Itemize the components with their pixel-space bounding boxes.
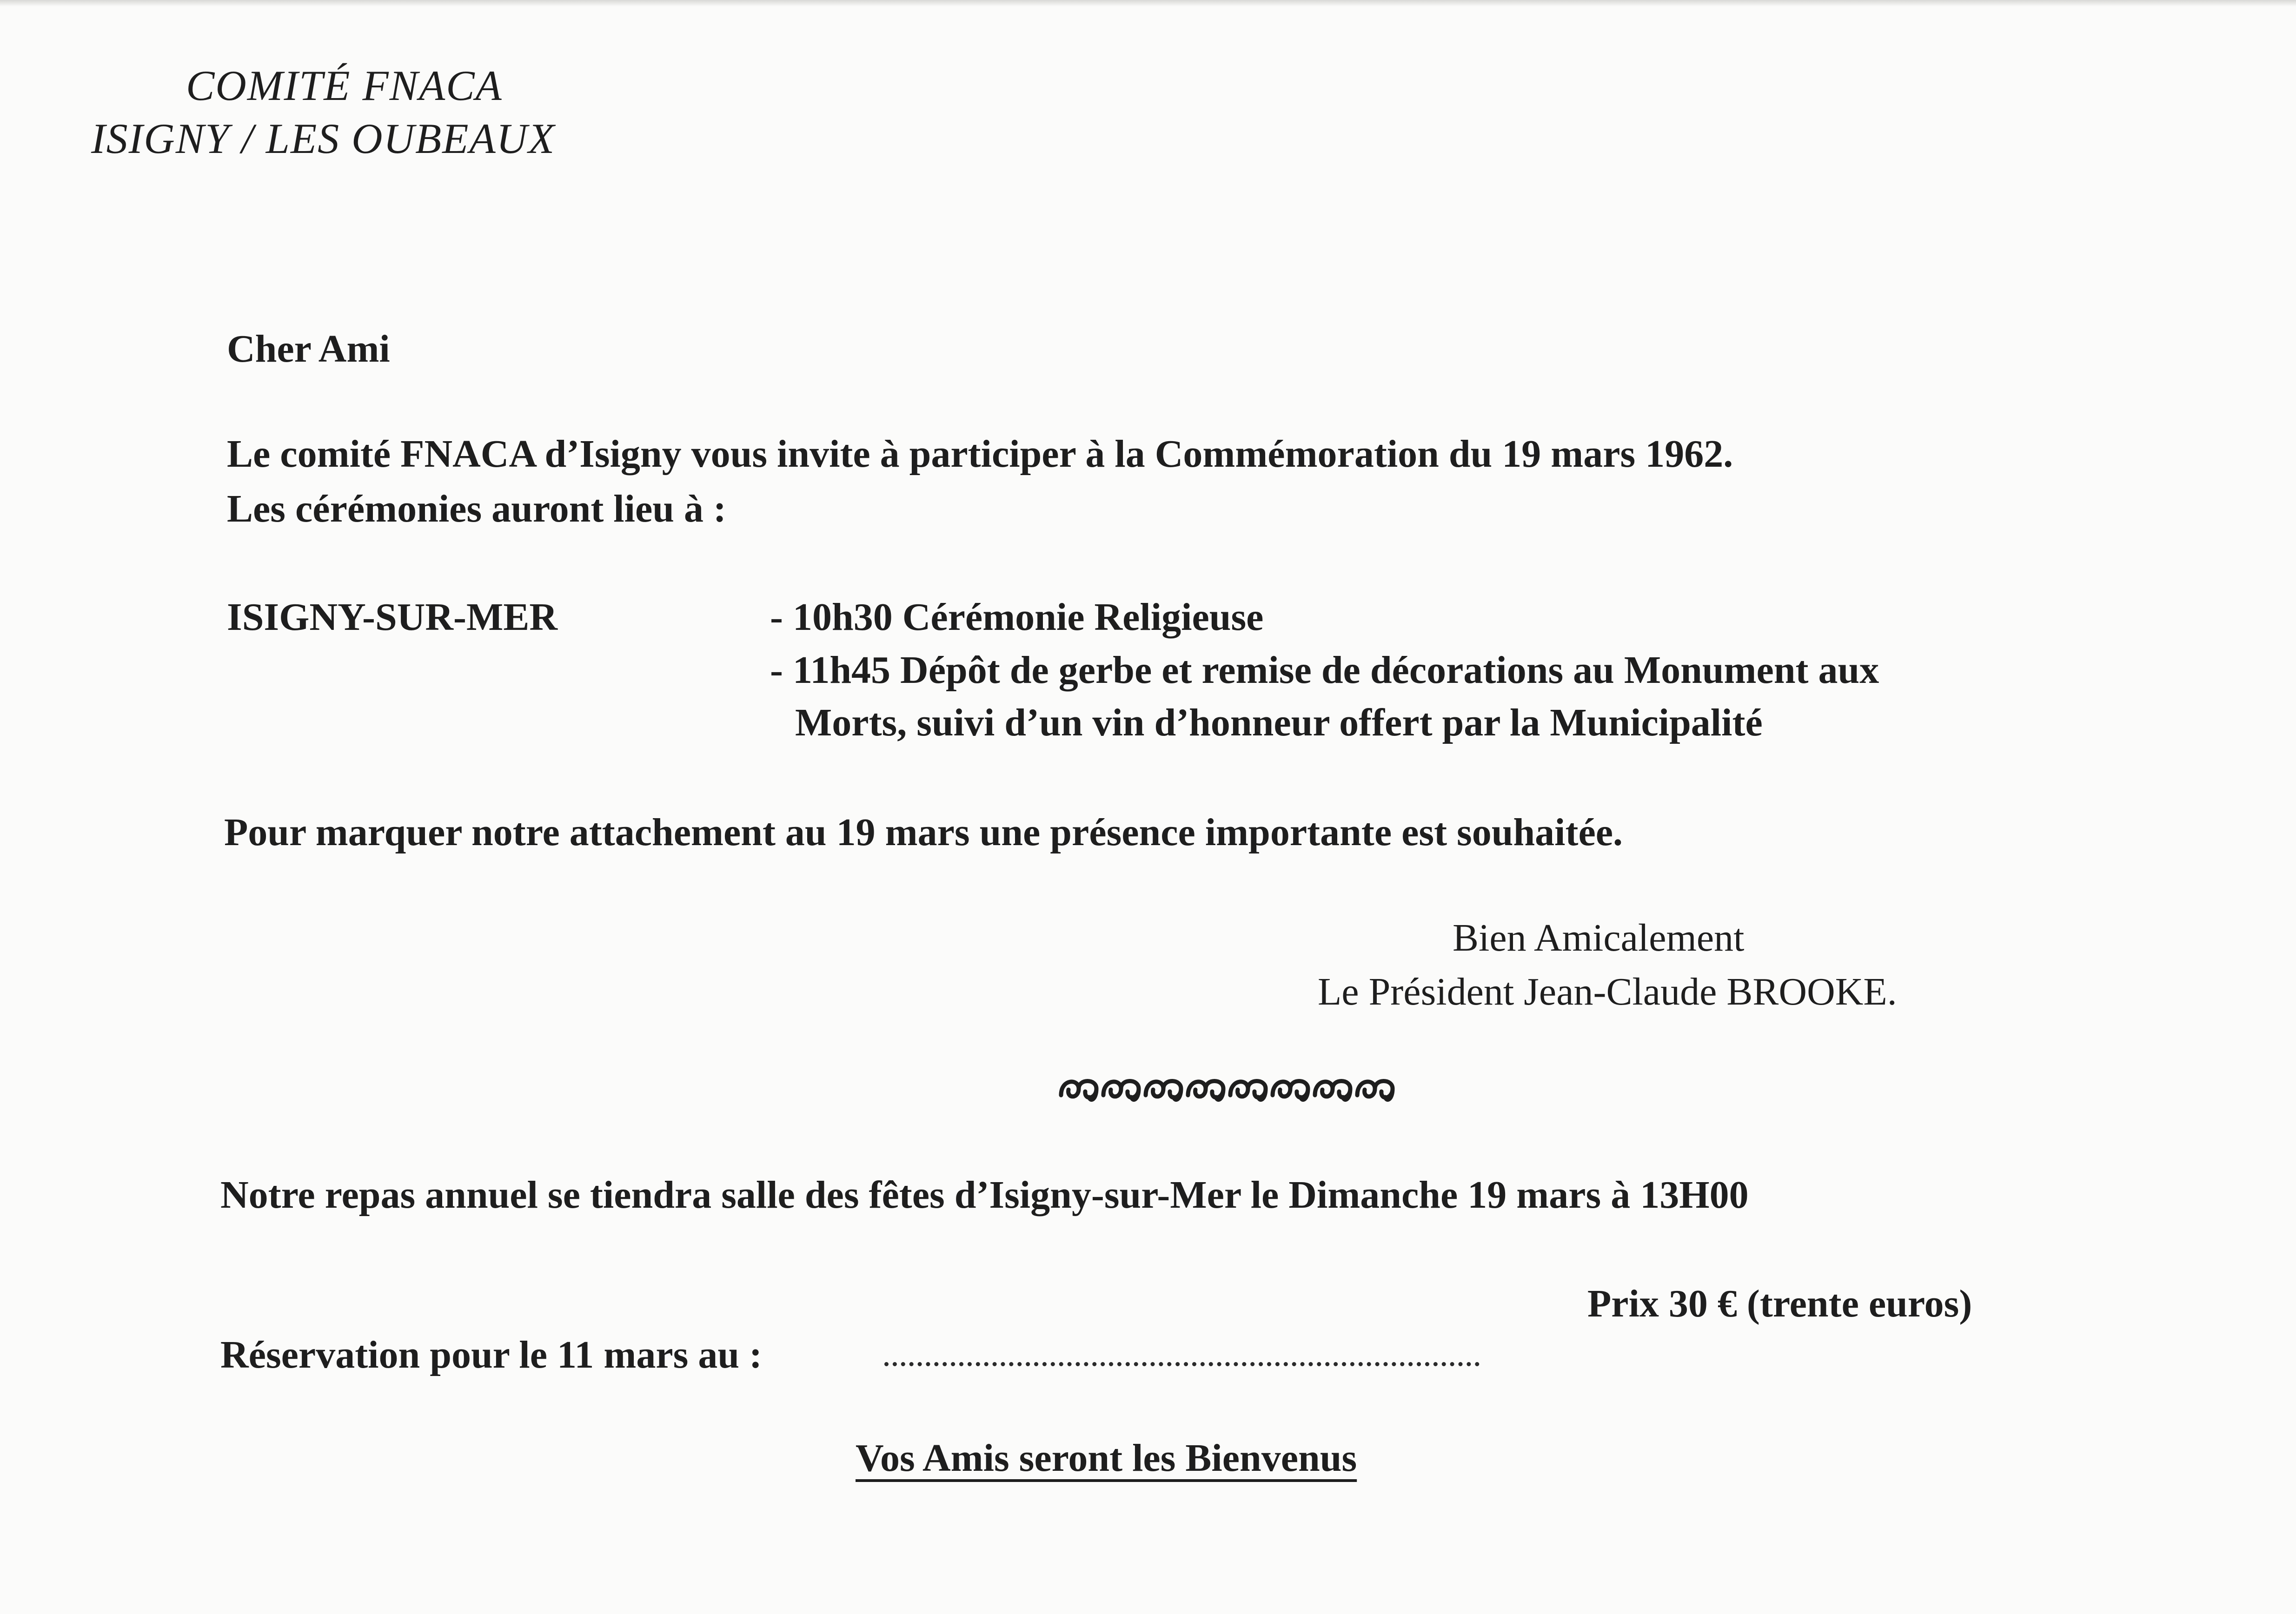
committee-name: COMITÉ FNACA — [186, 62, 503, 109]
schedule-item-religious-ceremony: - 10h30 Cérémonie Religieuse — [770, 595, 1264, 639]
president-signature: Le Président Jean-Claude BROOKE. — [1318, 970, 1897, 1013]
schedule-item-wreath-laying-continued: Morts, suivi d’un vin d’honneur offert par la Municipalité — [795, 701, 1763, 744]
invitation-line-1: Le comité FNACA d’Isigny vous invite à participer à la Commémoration du 19 mars 1962. — [227, 432, 1733, 476]
welcome-message: Vos Amis seront les Bienvenus — [856, 1436, 1357, 1480]
salutation: Cher Ami — [227, 327, 390, 370]
meal-price: Prix 30 € (trente euros) — [1587, 1282, 1972, 1325]
ornament-divider — [1058, 1068, 1398, 1110]
closing-greeting: Bien Amicalement — [1453, 916, 1745, 959]
ceremony-place: ISIGNY-SUR-MER — [227, 595, 558, 639]
reservation-label: Réservation pour le 11 mars au : — [220, 1333, 763, 1376]
committee-location: ISIGNY / LES OUBEAUX — [91, 115, 556, 162]
schedule-item-wreath-laying: - 11h45 Dépôt de gerbe et remise de décorations au Monument aux — [770, 648, 1879, 692]
scan-edge-shadow — [0, 0, 2296, 7]
invitation-line-2: Les cérémonies auront lieu à : — [227, 487, 726, 530]
reservation-fill-in-line — [884, 1362, 1480, 1366]
presence-request: Pour marquer notre attachement au 19 mars une présence importante est souhaitée. — [224, 811, 1623, 854]
annual-meal-announcement: Notre repas annuel se tiendra salle des fêtes d’Isigny-sur-Mer le Dimanche 19 mars à 13H00 — [220, 1173, 1749, 1217]
